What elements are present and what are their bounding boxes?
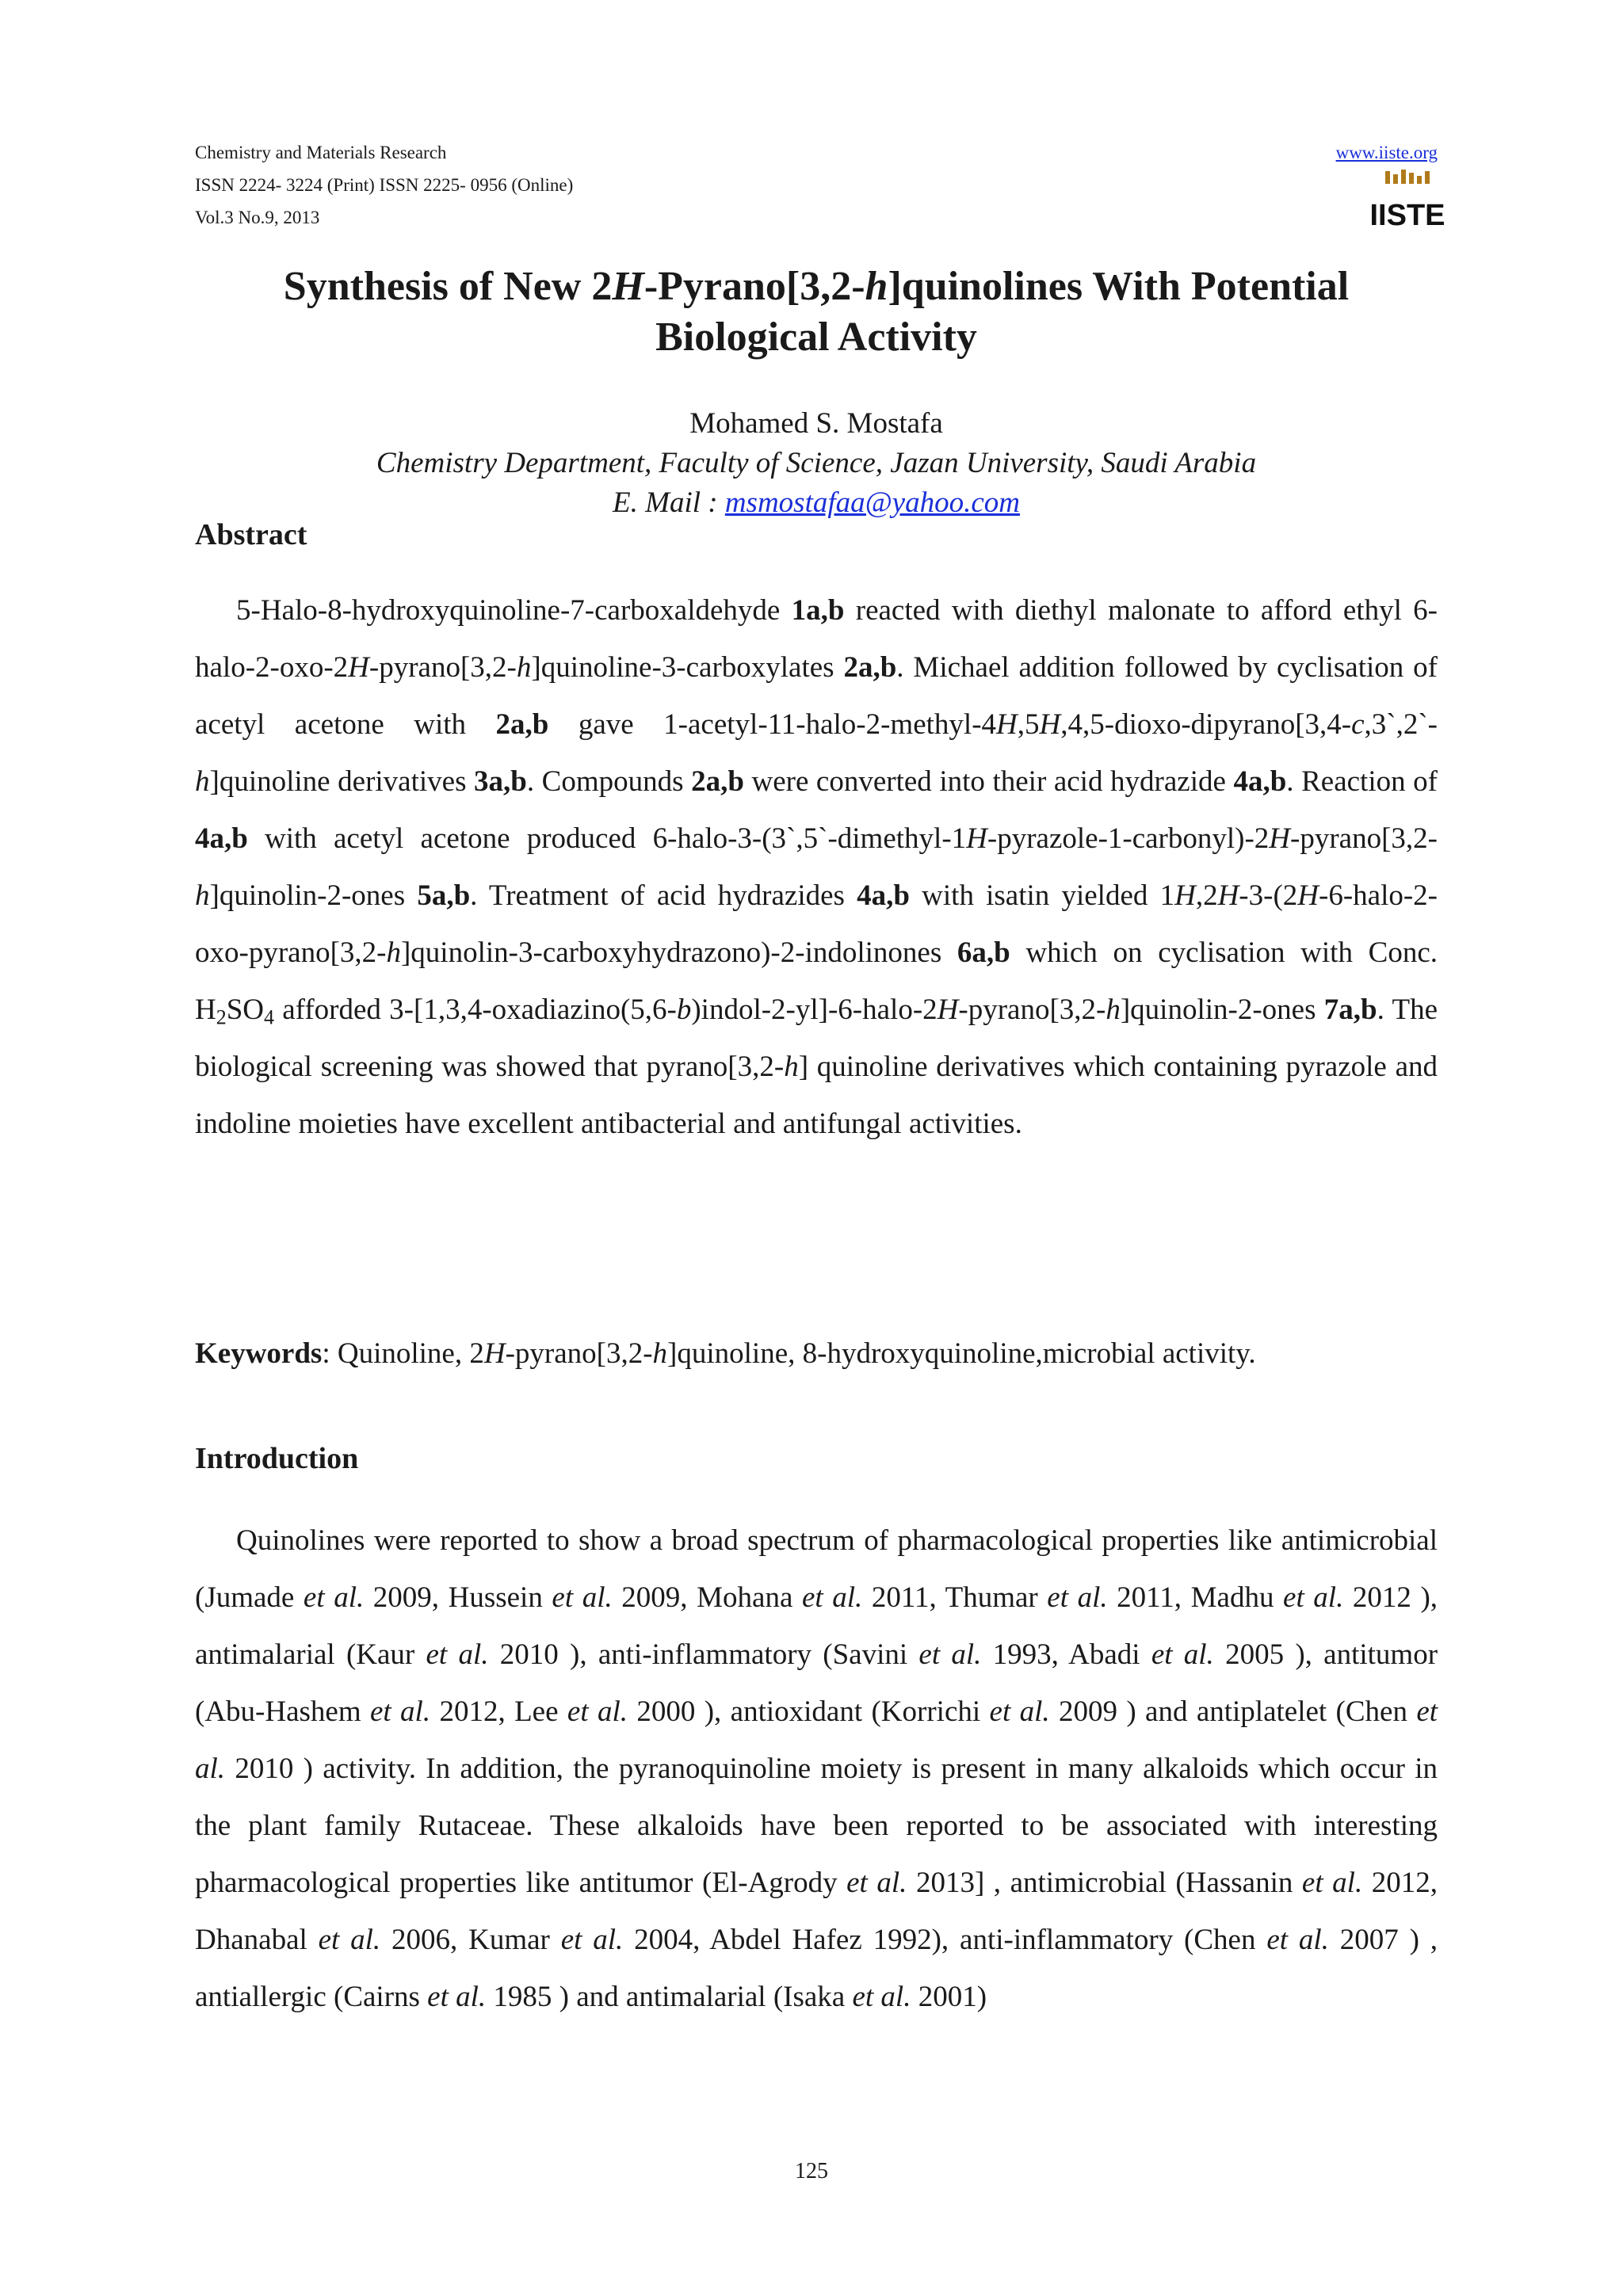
author-name: Mohamed S. Mostafa xyxy=(689,407,943,440)
introduction-heading: Introduction xyxy=(195,1442,359,1475)
paper-title: Synthesis of New 2H-Pyrano[3,2-h]quinolines With Potential Biological Activity xyxy=(283,264,1350,360)
journal-name: Chemistry and Materials Research xyxy=(195,143,447,162)
author-affiliation: Chemistry Department, Faculty of Science, Jazan University, Saudi Arabia xyxy=(376,447,1257,479)
author-email: E. Mail : msmostafaa@yahoo.com xyxy=(613,486,1020,519)
journal-url-link[interactable]: www.iiste.org xyxy=(1335,143,1438,162)
abstract-heading: Abstract xyxy=(195,518,307,551)
email-link[interactable]: msmostafaa@yahoo.com xyxy=(724,486,1020,519)
introduction-paragraph: Quinolines were reported to show a broad spectrum of pharmacological properties like antimicrobial (Jumade et al. 2009, Hussein et al. 2009, Mohana et al. 2011, Thumar et al. 2011, Madhu et al. 2012 ), antimalarial (Kaur et al. 2010 ), anti-inflammatory (Savini et al. 1993, Abadi et al. 2005 ), antitumor (Abu-Hashem et al. 2012, Lee et al. 2000 ), antioxidant (Korrichi et al. 2009 ) and antiplatelet (Chen et al. 2010 ) activity. In addition, the pyranoquinoline moiety is present in many alkaloids which occur in the plant family Rutaceae. These alkaloids have been reported to be associated with interesting pharmacological properties like antitumor (El-Agrody et al. 2013] , antimicrobial (Hassanin et al. 2012, Dhanabal et al. 2006, Kumar et al. 2004, Abdel Hafez 1992), anti-inflammatory (Chen et al. 2007 ) , antiallergic (Cairns et al. 1985 ) and antimalarial (Isaka et al. 2001) xyxy=(195,1524,1438,2013)
author-block xyxy=(195,404,1438,523)
keywords-line: Keywords: Quinoline, 2H-pyrano[3,2-h]quinoline, 8-hydroxyquinoline,microbial activity. xyxy=(195,1337,1256,1370)
abstract-paragraph: 5-Halo-8-hydroxyquinoline-7-carboxaldehyde 1a,b reacted with diethyl malonate to afford ethyl 6-halo-2-oxo-2H-pyrano[3,2-h]quinoline-3-carboxylates 2a,b. Michael addition followed by cyclisation of acetyl acetone with 2a,b gave 1-acetyl-11-halo-2-methyl-4H,5H,4,5-dioxo-dipyrano[3,4-c,3`,2`-h]quinoline derivatives 3a,b. Compounds 2a,b were converted into their acid hydrazide 4a,b. Reaction of 4a,b with acetyl acetone produced 6-halo-3-(3`,5`-dimethyl-1H-pyrazole-1-carbonyl)-2H-pyrano[3,2-h]quinolin-2-ones 5a,b. Treatment of acid hydrazides 4a,b with isatin yielded 1H,2H-3-(2H-6-halo-2-oxo-pyrano[3,2-h]quinolin-3-carboxyhydrazono)-2-indolinones 6a,b which on cyclisation with Conc. $H_2SO_4$ afforded 3-[1,3,4-oxadiazino(5,6-b)indol-2-yl]-6-halo-2H-pyrano[3,2-h]quinolin-2-ones 7a,b. The biological screening was showed that pyrano[3,2-h] quinoline derivatives which containing pyrazole and indoline moieties have excellent antibacterial and antifungal activities. xyxy=(195,594,1438,1140)
volume: Vol.3 No.9, 2013 xyxy=(195,208,320,227)
page-number: 125 xyxy=(795,2159,828,2183)
page-header xyxy=(195,136,1445,232)
logo-text: IISTE xyxy=(1369,199,1445,232)
iiste-logo-icon xyxy=(1369,170,1445,232)
issn: ISSN 2224- 3224 (Print) ISSN 2225- 0956 (Online) xyxy=(195,175,574,195)
